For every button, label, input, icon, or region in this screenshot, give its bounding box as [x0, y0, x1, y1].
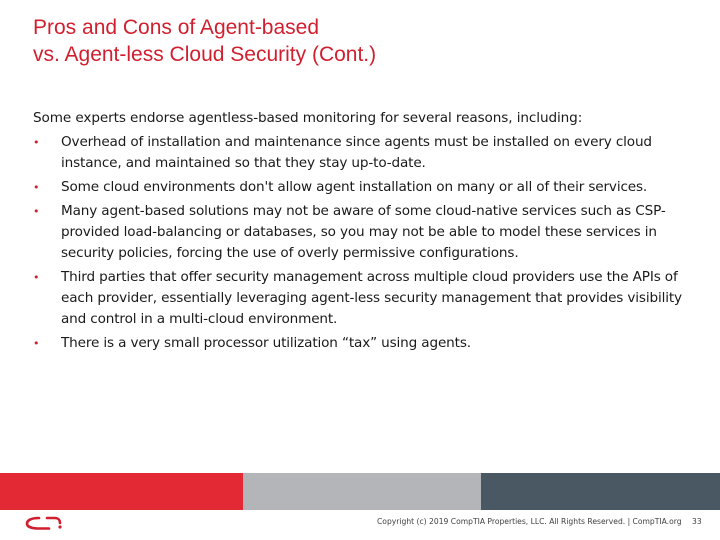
bullet-list: [33, 132, 693, 354]
footer-bar-slate: [481, 473, 720, 510]
slide-title-line-1: Pros and Cons of Agent-based: [33, 16, 320, 39]
bullet-item: [33, 267, 693, 330]
bullet-icon: •: [33, 181, 40, 194]
bullet-icon: •: [33, 136, 40, 149]
slide-title: [33, 14, 673, 68]
bullet-text: Third parties that offer security management across multiple cloud providers use the APIs of each provider, essentially leveraging agent-less security management that provides visibility and control in a multi-cloud environment.: [61, 269, 682, 327]
bullet-text: Many agent-based solutions may not be aware of some cloud-native services such as CSP-provided load-balancing or databases, so you may not be able to model these services in security policies, forcing the use of overly permissive configurations.: [61, 203, 666, 261]
intro-text: Some experts endorse agentless-based monitoring for several reasons, including:: [33, 110, 583, 126]
bullet-item: [33, 177, 693, 198]
bullet-icon: •: [33, 205, 40, 218]
footer-bar-gray: [243, 473, 481, 510]
slide-body: [33, 108, 693, 357]
bullet-item: [33, 132, 693, 174]
bullet-text: There is a very small processor utilization “tax” using agents.: [61, 335, 471, 351]
page-number: 33: [692, 517, 702, 526]
slide-title-line-2: vs. Agent-less Cloud Security (Cont.): [33, 43, 377, 66]
bullet-text: Overhead of installation and maintenance since agents must be installed on every cloud instance, and maintained so that they stay up-to-date.: [61, 134, 652, 171]
bullet-icon: •: [33, 271, 40, 284]
comptia-logo-icon: [25, 515, 63, 531]
bullet-icon: •: [33, 337, 40, 350]
bullet-item: [33, 201, 693, 264]
footer-copyright: Copyright (c) 2019 CompTIA Properties, LLC. All Rights Reserved. | CompTIA.org: [377, 517, 682, 526]
bullet-item: [33, 333, 693, 354]
footer-bar-red: [0, 473, 243, 510]
bullet-text: Some cloud environments don't allow agent installation on many or all of their services.: [61, 179, 648, 195]
